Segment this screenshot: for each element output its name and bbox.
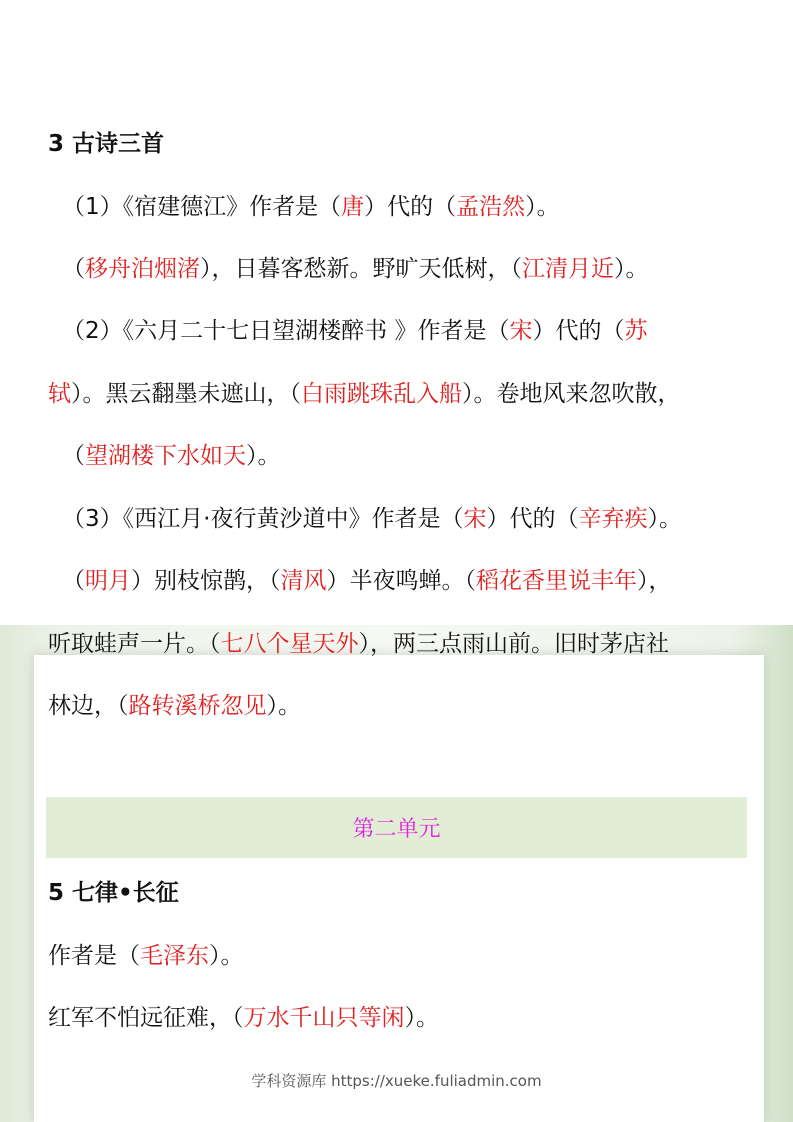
answer-text: 宋 [463, 506, 487, 532]
text: ）。 [246, 443, 281, 469]
answer-text: 移舟泊烟渚 [85, 256, 200, 282]
text: 林边，（ [48, 693, 129, 719]
text: （2）《六月二十七日望湖楼醉书 》作者是（ [62, 318, 510, 344]
text: （ [62, 568, 85, 594]
answer-text: 稻花香里说丰年 [476, 568, 637, 594]
text: ），两三点雨山前。旧时茅店社 [358, 631, 669, 657]
answer-text: 江清月近 [522, 256, 614, 282]
text: （3）《西江月·夜行黄沙道中》作者是（ [62, 506, 464, 532]
text: ）别枝惊鹊，（ [131, 568, 281, 594]
text: ）。 [209, 943, 244, 969]
changzheng-line-1 [48, 941, 758, 971]
text: ）。 [525, 194, 560, 220]
text: ）代的（ [364, 194, 457, 220]
paragraph-1-line-2 [62, 254, 772, 284]
paragraph-1 [62, 192, 772, 222]
text: 红军不怕远征难，（ [48, 1005, 244, 1031]
answer-text: 苏 [624, 318, 648, 344]
changzheng-line-2 [48, 1003, 758, 1033]
answer-text: 路转溪桥忽见 [128, 693, 267, 719]
paragraph-3-line-3 [48, 629, 758, 659]
answer-text: 望湖楼下水如天 [85, 443, 246, 469]
text: ）代的（ [486, 506, 579, 532]
paragraph-3-line-4 [48, 691, 758, 721]
answer-text: 唐 [341, 194, 365, 220]
answer-text: 孟浩然 [456, 194, 526, 220]
text: ）代的（ [532, 318, 625, 344]
section-heading-poems: 3 古诗三首 [48, 131, 165, 157]
text: （ [62, 443, 85, 469]
text: 作者是（ [48, 943, 140, 969]
paragraph-3 [62, 504, 772, 534]
unit-title: 第二单元 [352, 817, 441, 842]
text: （ [62, 256, 85, 282]
answer-text: 辛弃疾 [578, 506, 648, 532]
answer-text: 明月 [85, 568, 131, 594]
text: ）。卷地风来忽吹散， [462, 381, 681, 407]
paragraph-2 [62, 316, 772, 346]
answer-text: 白雨跳珠乱入船 [301, 381, 462, 407]
footer-watermark: 学科资源库 https://xueke.fuliadmin.com [251, 1072, 542, 1090]
answer-text: 万水千山只等闲 [243, 1005, 405, 1031]
text: ），日暮客愁新。野旷天低树，（ [200, 256, 522, 282]
text: ）半夜鸣蝉。（ [326, 568, 476, 594]
text: ）。 [614, 256, 649, 282]
paragraph-2-line-2 [48, 379, 758, 409]
answer-text: 七八个星天外 [220, 631, 359, 657]
section-heading-changzheng: 5 七律•长征 [48, 880, 179, 906]
text: ）。 [266, 693, 301, 719]
unit-title-bar [46, 797, 747, 858]
text: ）。 [404, 1005, 439, 1031]
text: ）， [637, 568, 672, 594]
text: 听取蛙声一片。（ [48, 631, 221, 657]
text: ）。黑云翻墨未遮山，（ [71, 381, 301, 407]
text: ）。 [647, 506, 682, 532]
text: （1）《宿建德江》作者是（ [62, 194, 342, 220]
answer-text: 轼 [48, 381, 71, 407]
paragraph-2-line-3 [62, 441, 772, 471]
answer-text: 清风 [280, 568, 327, 594]
answer-text: 宋 [509, 318, 533, 344]
answer-text: 毛泽东 [140, 943, 209, 969]
paragraph-3-line-2 [62, 566, 772, 596]
